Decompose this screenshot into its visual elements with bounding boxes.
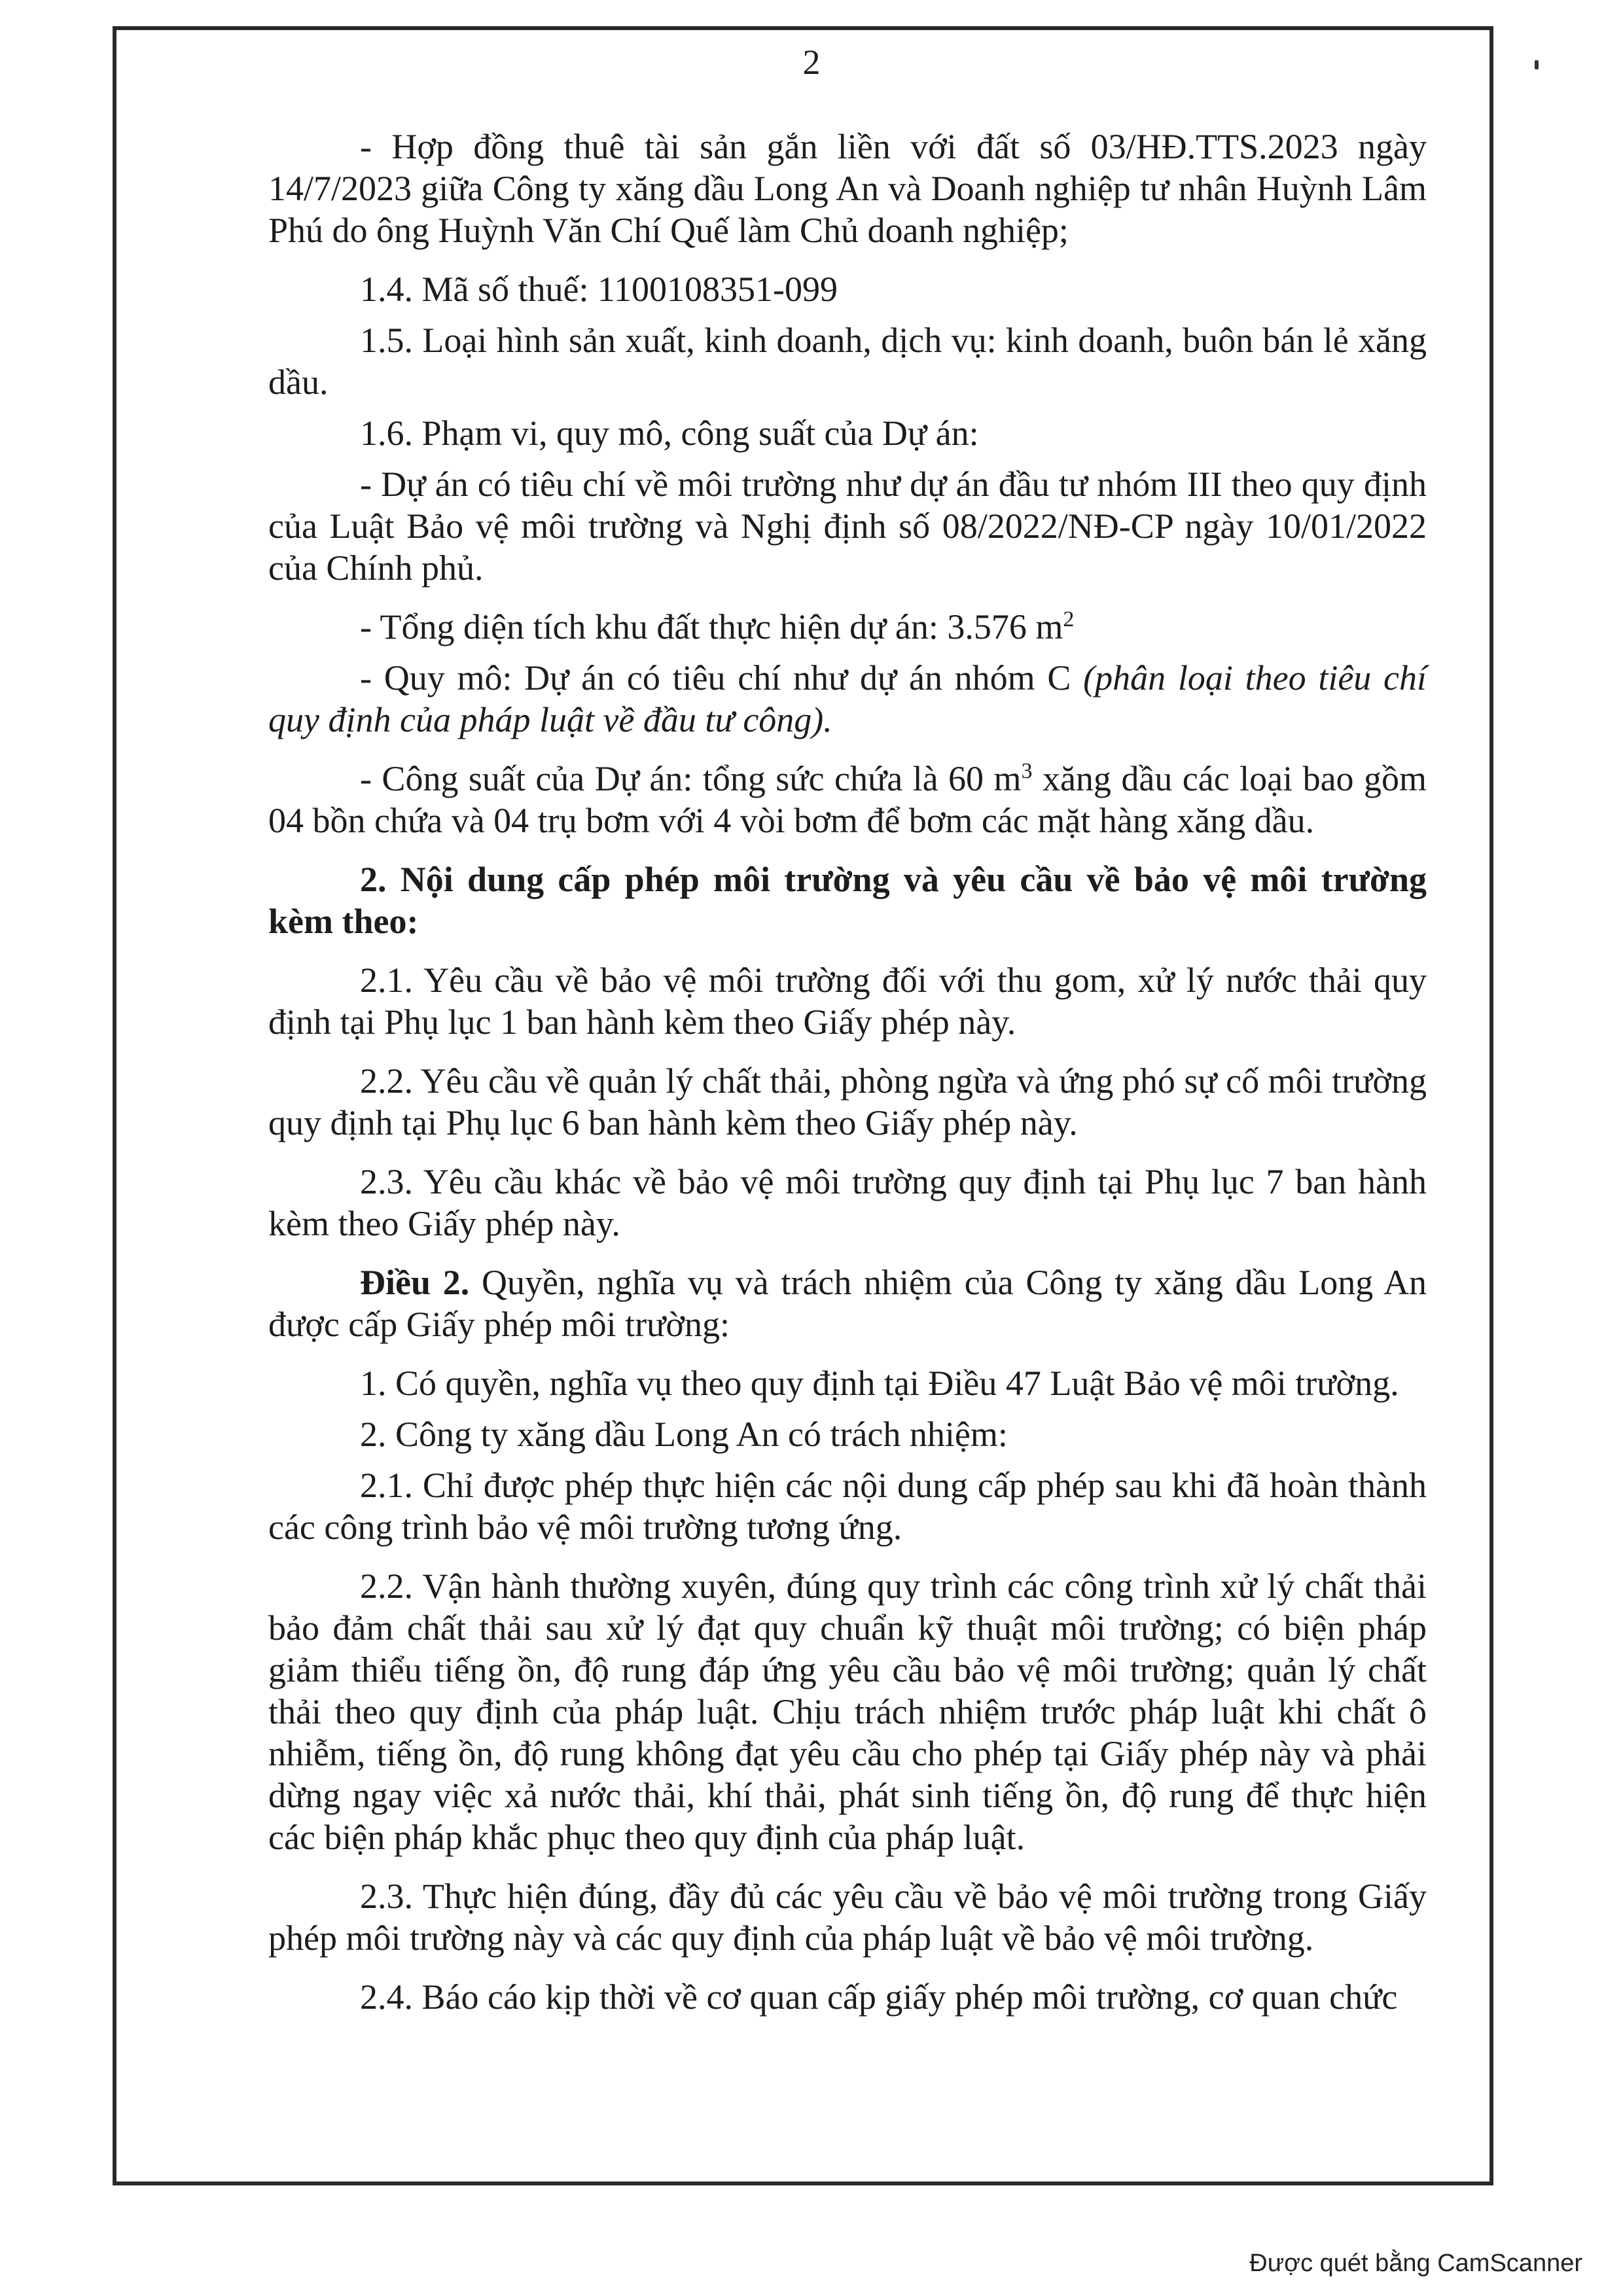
project-scale-italic-note: (phân loại theo tiêu chí quy định của pháp luật về đầu tư công).	[268, 658, 1427, 739]
paragraph-responsibility-2-4: 2.4. Báo cáo kịp thời về cơ quan cấp giấy phép môi trường, cơ quan chức	[360, 1977, 1398, 2017]
paragraph-capacity	[268, 758, 1427, 841]
paragraph-responsibility-2-1: 2.1. Chỉ được phép thực hiện các nội dung cấp phép sau khi đã hoàn thành các công trình bảo vệ môi trường tương ứng.	[268, 1466, 1427, 1547]
article-2-label: Điều 2.	[360, 1263, 470, 1302]
paragraph-responsibility-2-3: 2.3. Thực hiện đúng, đầy đủ các yêu cầu về bảo vệ môi trường trong Giấy phép môi trường này và các quy định của pháp luật về bảo vệ môi trường.	[268, 1877, 1427, 1958]
capacity-superscript: 3	[1021, 759, 1033, 783]
paragraph-waste-management: 2.2. Yêu cầu về quản lý chất thải, phòng ngừa và ứng phó sự cố môi trường quy định tại Phụ lục 6 ban hành kèm theo Giấy phép này.	[268, 1061, 1427, 1142]
paragraph-project-scale	[268, 657, 1427, 741]
paragraph-article-2	[268, 1262, 1427, 1345]
document-body	[268, 126, 1427, 2035]
paragraph-wastewater: 2.1. Yêu cầu về bảo vệ môi trường đối với thu gom, xử lý nước thải quy định tại Phụ lục 1 ban hành kèm theo Giấy phép này.	[268, 961, 1427, 1042]
paragraph-land-area	[268, 606, 1427, 648]
article-2-text: Quyền, nghĩa vụ và trách nhiệm của Công ty xăng dầu Long An được cấp Giấy phép môi trường:	[268, 1263, 1427, 1344]
paragraph-business-type: 1.5. Loại hình sản xuất, kinh doanh, dịch vụ: kinh doanh, buôn bán lẻ xăng dầu.	[268, 321, 1427, 402]
paragraph-other-requirements: 2.3. Yêu cầu khác về bảo vệ môi trường quy định tại Phụ lục 7 ban hành kèm theo Giấy phép này.	[268, 1162, 1427, 1243]
capacity-text-b: xăng dầu các loại bao gồm 04 bồn chứa và 04 trụ bơm với 4 vòi bơm để bơm các mặt hàng xăng dầu.	[268, 759, 1427, 840]
paragraph-responsibility-2-2: 2.2. Vận hành thường xuyên, đúng quy trình các công trình xử lý chất thải bảo đảm chất thải sau xử lý đạt quy chuẩn kỹ thuật môi trường; có biện pháp giảm thiểu tiếng ồn, độ rung đáp ứng yêu cầu bảo vệ môi trường; quản lý chất thải theo quy định của pháp luật. Chịu trách nhiệm trước pháp luật khi chất ô nhiễm, tiếng ồn, độ rung không đạt yêu cầu cho phép tại Giấy phép này và phải dừng ngay việc xả nước thải, khí thải, phát sinh tiếng ồn, độ rung để thực hiện các biện pháp khắc phục theo quy định của pháp luật.	[268, 1566, 1427, 1857]
paragraph-rights: 1. Có quyền, nghĩa vụ theo quy định tại Điều 47 Luật Bảo vệ môi trường.	[360, 1364, 1399, 1403]
paragraph-responsibilities-heading: 2. Công ty xăng dầu Long An có trách nhiệm:	[360, 1415, 1008, 1454]
project-scale-text: - Quy mô: Dự án có tiêu chí như dự án nhóm C	[360, 658, 1084, 698]
capacity-text-a: - Công suất của Dự án: tổng sức chứa là 60 m	[360, 759, 1022, 798]
scanner-watermark: Được quét bằng CamScanner	[1249, 2250, 1582, 2277]
paragraph-lease-contract: - Hợp đồng thuê tài sản gắn liền với đất số 03/HĐ.TTS.2023 ngày 14/7/2023 giữa Công ty xăng dầu Long An và Doanh nghiệp tư nhân Huỳnh Lâm Phú do ông Huỳnh Văn Chí Quế làm Chủ doanh nghiệp;	[268, 127, 1427, 250]
land-area-text: - Tổng diện tích khu đất thực hiện dự án: 3.576 m	[360, 607, 1063, 646]
section-heading-permit-content: 2. Nội dung cấp phép môi trường và yêu cầu về bảo vệ môi trường kèm theo:	[268, 860, 1427, 941]
scan-mark	[1535, 60, 1539, 69]
paragraph-project-scope-heading: 1.6. Phạm vi, quy mô, công suất của Dự án:	[360, 414, 979, 453]
land-area-superscript: 2	[1063, 607, 1075, 631]
paragraph-tax-code: 1.4. Mã số thuế: 1100108351-099	[360, 270, 838, 309]
page-number: 2	[802, 43, 821, 82]
paragraph-environment-criteria: - Dự án có tiêu chí về môi trường như dự án đầu tư nhóm III theo quy định của Luật Bảo vệ môi trường và Nghị định số 08/2022/NĐ-CP ngày 10/01/2022 của Chính phủ.	[268, 465, 1427, 588]
